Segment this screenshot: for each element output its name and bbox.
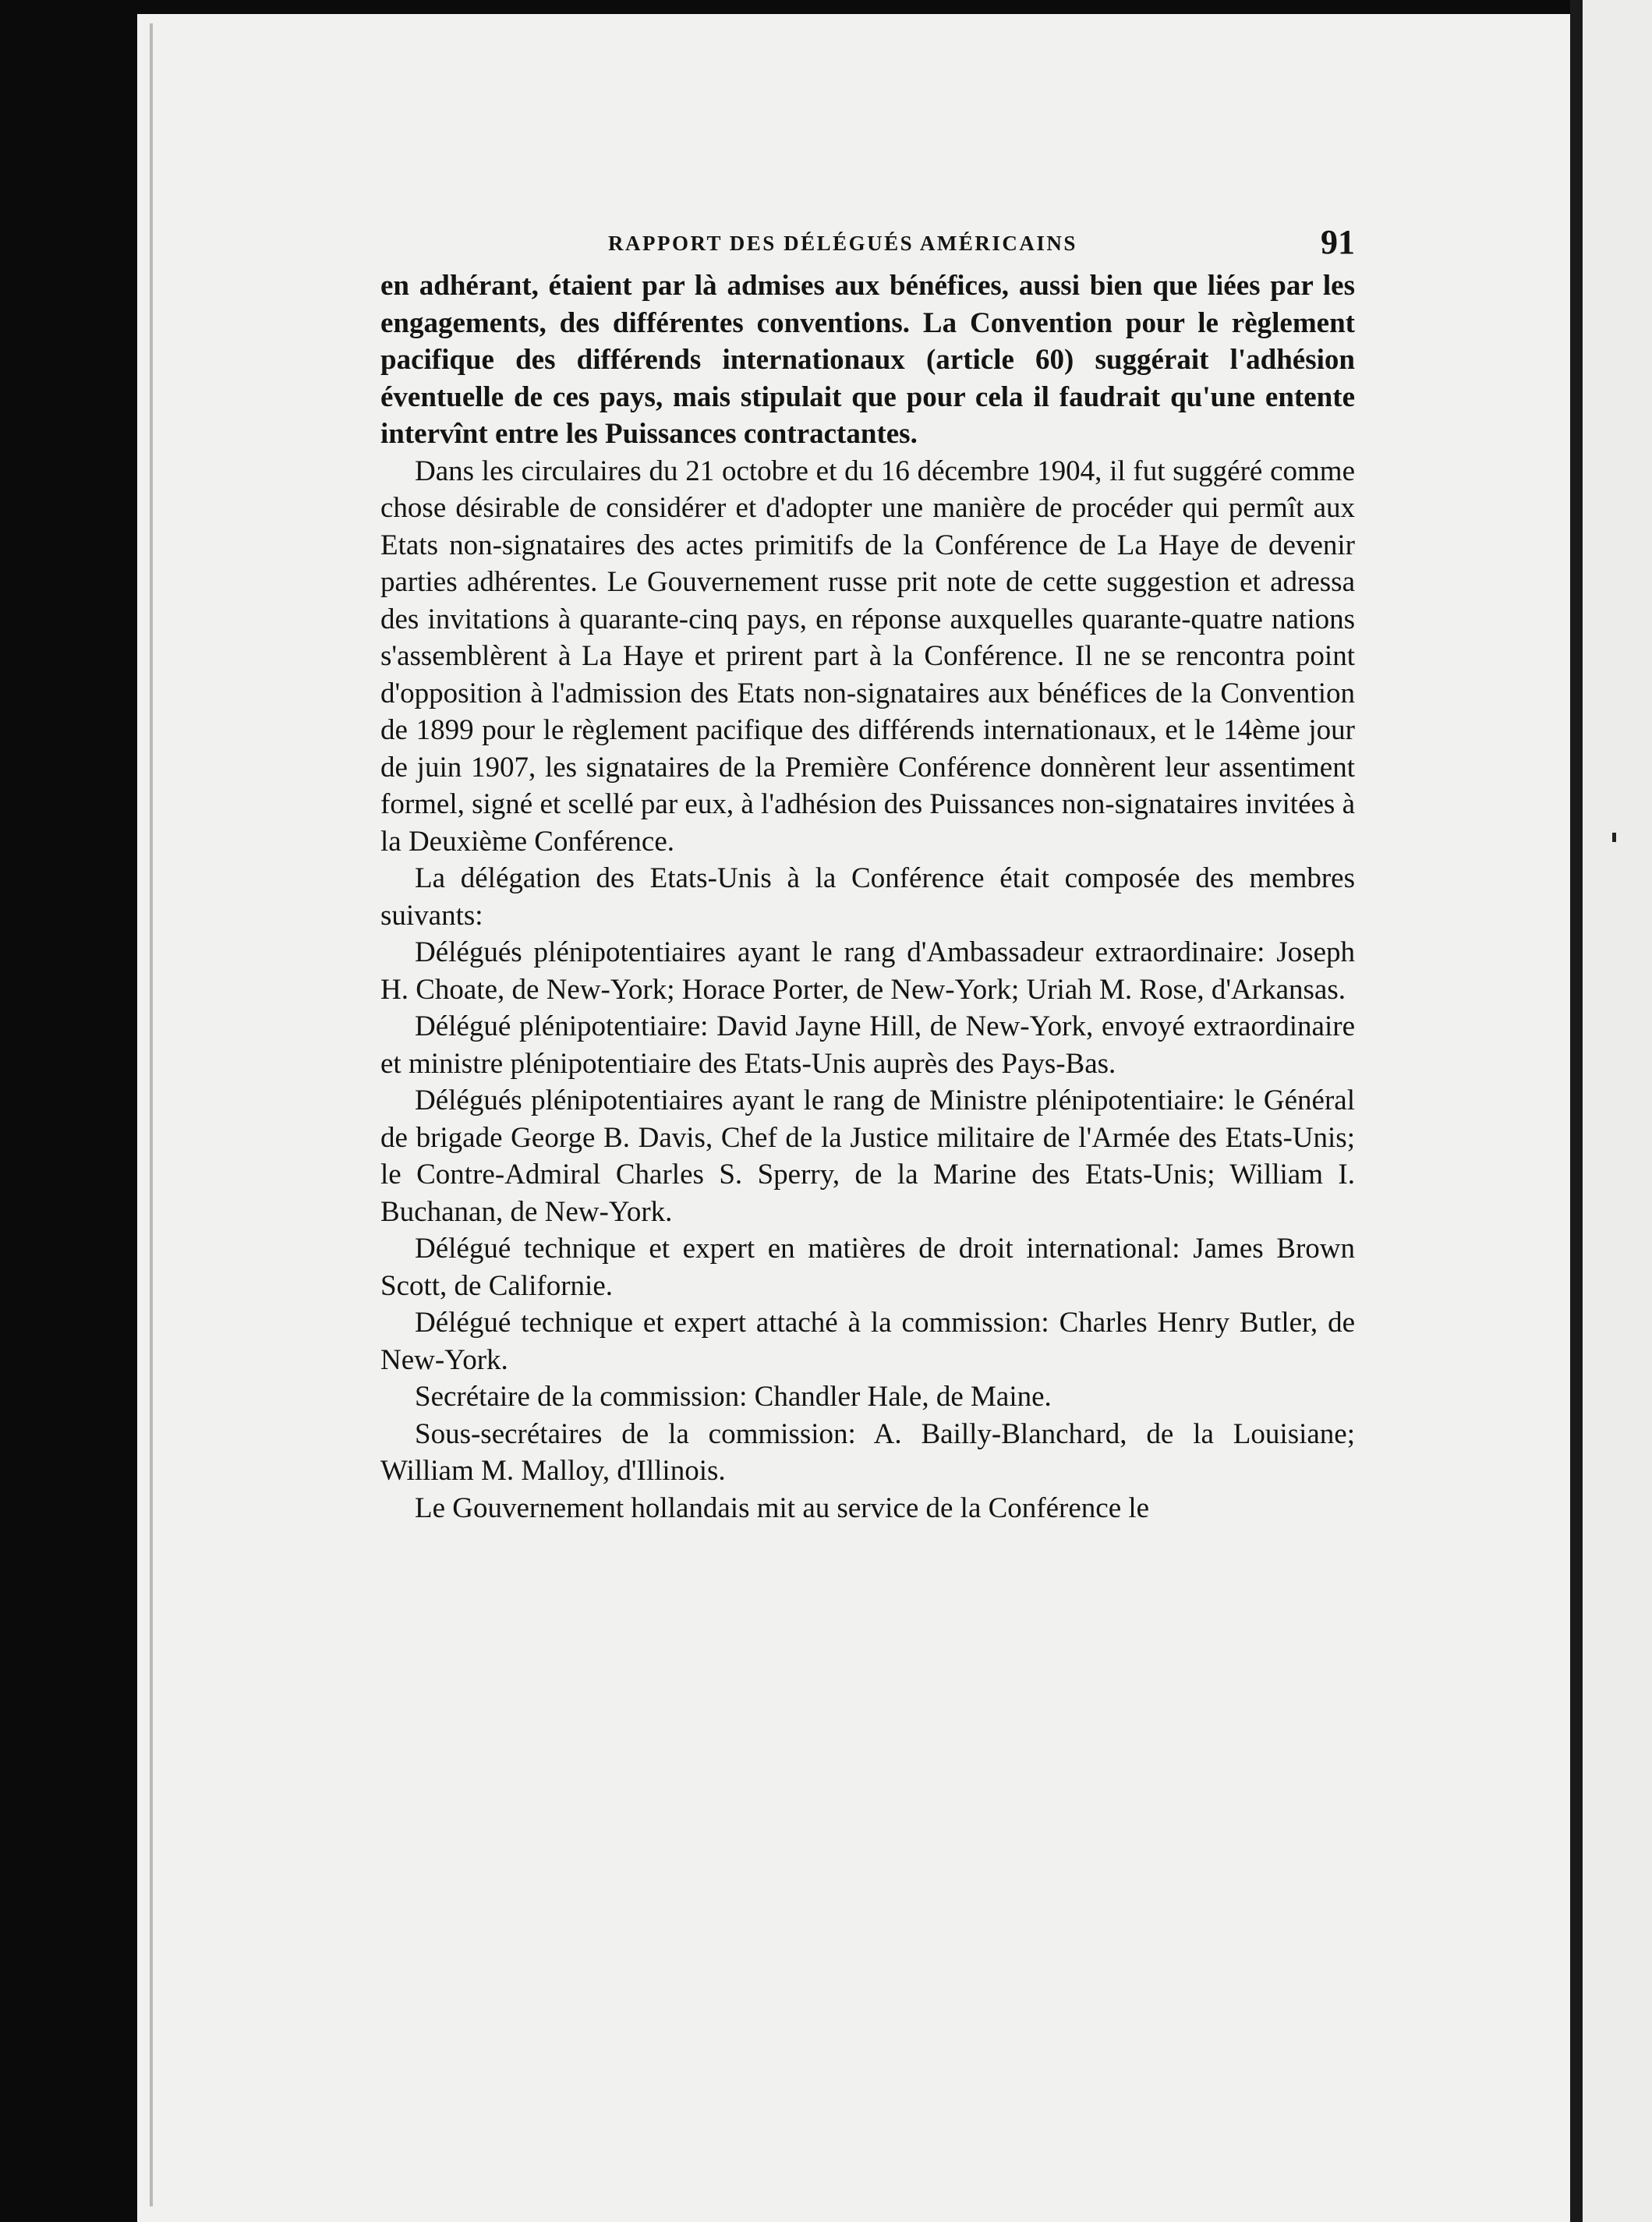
paragraph-ministres: Délégués plénipotentiaires ayant le rang de Ministre plénipotentiaire: le Général de brigade George B. Davis, Chef de la Justice militaire de l'Armée des Etats-Unis; le Contre-Admiral Charles S. Sperry, de la Marine des Etats-Unis; William I. Buchanan, de New-York.: [380, 1084, 1355, 1228]
paragraph-secretaire: Secrétaire de la commission: Chandler Hale, de Maine.: [415, 1381, 1052, 1413]
paragraph-plenipotentiaire: Délégué plénipotentiaire: David Jayne Hill, de New-York, envoyé extraordinaire et ministre plénipotentiaire des Etats-Unis auprès des Pays-Bas.: [380, 1010, 1355, 1080]
running-head: [380, 222, 1355, 263]
right-margin: [1583, 0, 1652, 2222]
paragraph-expert-droit: Délégué technique et expert en matières de droit international: James Brown Scott, de Californie.: [380, 1233, 1355, 1302]
paragraph-expert-commission: Délégué technique et expert attaché à la commission: Charles Henry Butler, de New-York.: [380, 1307, 1355, 1376]
running-title: RAPPORT DES DÉLÉGUÉS AMÉRICAINS: [608, 232, 1077, 255]
paragraph-ambassadeurs: Délégués plénipotentiaires ayant le rang d'Ambassadeur extraordinaire: Joseph H. Choate, de New-York; Horace Porter, de New-York; Uriah M. Rose, d'Arkansas.: [380, 936, 1355, 1006]
page-number: 91: [1321, 223, 1355, 261]
paragraph-circulaires: Dans les circulaires du 21 octobre et du 16 décembre 1904, il fut suggéré comme chose désirable de considérer et d'adopter une manière de procéder qui permît aux Etats non-signataires des actes primitifs de la Conférence de La Haye de devenir parties adhérentes. Le Gouvernement russe prit note de cette suggestion et adressa des invitations à quarante-cinq pays, en réponse auxquelles quarante-quatre nations s'assemblèrent à La Haye et prirent part à la Conférence. Il ne se rencontra point d'opposition à l'admission des Etats non-signataires aux bénéfices de la Convention de 1899 pour le règlement pacifique des différends internationaux, et le 14ème jour de juin 1907, les signataires de la Première Conférence donnèrent leur assentiment formel, signé et scellé par eux, à l'adhésion des Puissances non-signataires invitées à la Deuxième Conférence.: [380, 455, 1355, 858]
paragraph-continuation: en adhérant, étaient par là admises aux bénéfices, aussi bien que liées par les engagements, des différentes conventions. La Convention pour le règlement pacifique des différends internationaux (article 60) suggérait l'adhésion éventuelle de ces pays, mais stipulait que pour cela il faudrait qu'une entente intervînt entre les Puissances contractantes.: [380, 270, 1355, 450]
binding-line: [150, 23, 153, 2206]
scan-mark: [1612, 833, 1616, 842]
paragraph-sous-secretaires: Sous-secrétaires de la commission: A. Bailly-Blanchard, de la Louisiane; William M. Malloy, d'Illinois.: [380, 1417, 1355, 1487]
text-block: [380, 222, 1355, 1527]
paragraph-gouvernement: Le Gouvernement hollandais mit au service de la Conférence le: [415, 1491, 1150, 1524]
paragraph-delegation: La délégation des Etats-Unis à la Conférence était composée des membres suivants:: [380, 862, 1355, 932]
